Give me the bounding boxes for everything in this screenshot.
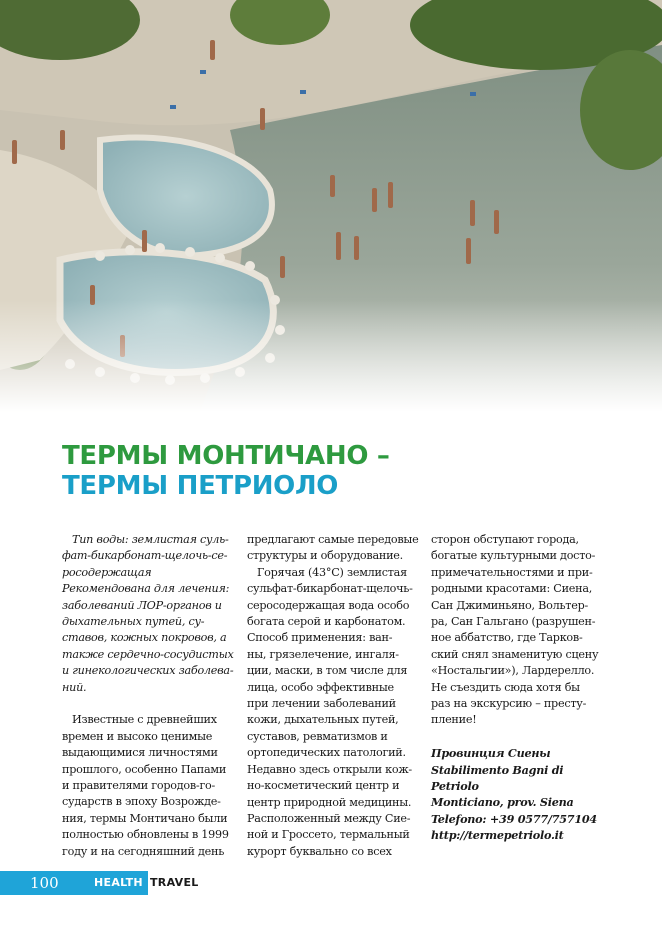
body-line: суставов, ревматизмов и	[247, 729, 388, 743]
title-line-2: ТЕРМЫ ПЕТРИОЛО	[62, 471, 339, 501]
page-number: 100	[30, 874, 59, 892]
body-line: сульфат-бикарбонат-щелочь-	[247, 582, 413, 596]
intro-line: заболеваний ЛОР-органов и	[62, 598, 222, 612]
body-line: Недавно здесь открыли кож-	[247, 762, 412, 776]
contact-name: Stabilimento Bagni di Petriolo	[431, 762, 564, 794]
body-line: раз на экскурсию – престу-	[431, 697, 587, 711]
body-line: Расположенный между Сие-	[247, 811, 411, 825]
contact-phone[interactable]: Telefono: +39 0577/757104	[431, 811, 597, 826]
body-line: и правителями городов-го-	[62, 779, 216, 793]
intro-line: фат-бикарбонат-щелочь-се-	[62, 549, 228, 563]
body-line: ной и Гроссето, термальный	[247, 828, 410, 842]
body-line: прошлого, особенно Папами	[62, 762, 227, 776]
intro-line: ний.	[62, 680, 87, 694]
contact-region: Провинция Сиены	[431, 746, 551, 761]
contact-website-link[interactable]: http://termepetriolo.it	[431, 828, 564, 843]
article-title	[62, 441, 622, 501]
body-line: Горячая (43°С) землистая	[257, 565, 407, 579]
body-line: ский снял знаменитую сцену	[431, 647, 599, 661]
body-line: при лечении заболеваний	[247, 697, 396, 711]
body-line: сторон обступают города,	[431, 533, 579, 546]
body-line: но-косметический центр и	[247, 779, 400, 793]
body-line: полностью обновлены в 1999	[62, 828, 229, 842]
intro-line: Тип воды: землистая суль-	[72, 533, 229, 546]
body-line: ны, грязелечение, ингаля-	[247, 647, 399, 661]
body-line: лица, особо эффективные	[247, 680, 394, 694]
text-column-2	[247, 532, 419, 860]
body-line: предлагают самые передовые	[247, 533, 419, 546]
title-line-1: ТЕРМЫ МОНТИЧАНО –	[62, 441, 390, 471]
page-footer	[0, 871, 662, 895]
hot-springs-photo	[0, 0, 662, 412]
contact-address: Monticiano, prov. Siena	[431, 795, 574, 810]
body-line: Способ применения: ван-	[247, 631, 393, 645]
text-column-1	[62, 532, 234, 860]
body-line: «Ностальгии»), Лардерелло.	[431, 664, 595, 678]
photo-illustration	[0, 0, 662, 412]
intro-line: также сердечно-сосудистых	[62, 647, 234, 661]
body-line: выдающимися личностями	[62, 746, 218, 760]
body-line: ортопедических патологий.	[247, 746, 406, 760]
intro-line: дыхательных путей, су-	[62, 615, 205, 629]
body-line: структуры и оборудование.	[247, 549, 403, 563]
body-line: времен и высоко ценимые	[62, 729, 213, 743]
body-line: кожи, дыхательных путей,	[247, 713, 399, 727]
body-line: пление!	[431, 713, 477, 727]
brand-travel: TRAVEL	[150, 876, 199, 889]
body-line: сударств в эпоху Возрожде-	[62, 795, 221, 809]
body-line: ра, Сан Гальгано (разрушен-	[431, 615, 596, 629]
body-line: центр природной медицины.	[247, 795, 412, 809]
intro-line: Рекомендована для лечения:	[62, 582, 230, 596]
body-line: ное аббатство, где Тарков-	[431, 631, 583, 645]
body-line: ции, маски, в том числе для	[247, 664, 408, 678]
body-line: Не съездить сюда хотя бы	[431, 680, 580, 694]
body-line: году и на сегодняшний день	[62, 844, 225, 858]
body-line: серосодержащая вода особо	[247, 598, 410, 612]
body-line: богатые культурными досто-	[431, 549, 596, 563]
body-line: богата серой и карбонатом.	[247, 615, 406, 629]
intro-line: и гинекологических заболева-	[62, 664, 234, 678]
body-line: Сан Джиминьяно, Вольтер-	[431, 598, 589, 612]
body-line: ния, термы Монтичано были	[62, 811, 228, 825]
body-line: Известные с древнейших	[72, 713, 217, 727]
body-line: примечательностями и при-	[431, 565, 593, 579]
intro-line: росодержащая	[62, 565, 152, 579]
brand-health: HEALTH	[94, 876, 143, 889]
body-line: родными красотами: Сиена,	[431, 582, 593, 596]
body-line: курорт буквально со всех	[247, 844, 392, 858]
intro-line: ставов, кожных покровов, а	[62, 631, 227, 645]
text-column-3	[431, 532, 603, 844]
